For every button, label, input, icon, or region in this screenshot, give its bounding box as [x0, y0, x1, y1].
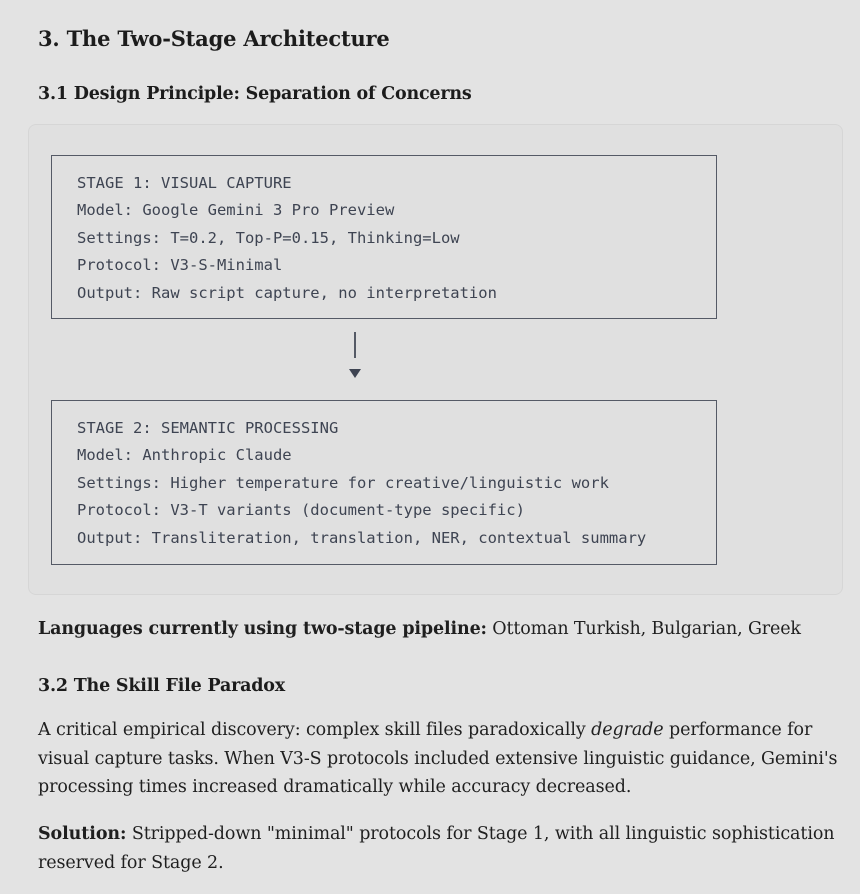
solution-text: Stripped-down "minimal" protocols for Stage 1, with all linguistic sophistication reserved for Stage 2.: [38, 824, 835, 873]
arrow-shaft: [354, 332, 356, 358]
stage-2-model: Model: Anthropic Claude: [77, 446, 292, 465]
stage-1-settings: Settings: T=0.2, Top-P=0.15, Thinking=Low: [77, 228, 460, 247]
subsection-heading-design-principle: 3.1 Design Principle: Separation of Concerns: [38, 84, 472, 104]
paradox-text-before: A critical empirical discovery: complex skill files paradoxically: [38, 720, 592, 740]
languages-value: Ottoman Turkish, Bulgarian, Greek: [486, 619, 801, 639]
stage-1-output: Output: Raw script capture, no interpretation: [77, 283, 497, 302]
stage-1-protocol: Protocol: V3-S-Minimal: [77, 256, 283, 275]
languages-label: Languages currently using two-stage pipeline:: [38, 619, 487, 639]
stage-2-protocol: Protocol: V3-T variants (document-type specific): [77, 501, 525, 520]
down-arrow-icon: [349, 332, 361, 380]
solution-label: Solution:: [38, 824, 127, 844]
paradox-emphasis: degrade: [591, 720, 664, 740]
stage-1-box: [51, 155, 717, 319]
stage-1-title: STAGE 1: VISUAL CAPTURE: [77, 174, 292, 192]
arrow-head: [349, 369, 361, 378]
subsection-heading-skill-file-paradox: 3.2 The Skill File Paradox: [38, 676, 285, 696]
stage-2-output: Output: Transliteration, translation, NER, contextual summary: [77, 528, 647, 547]
stage-2-box: [51, 400, 717, 565]
solution-paragraph: [38, 820, 844, 877]
section-title: 3. The Two-Stage Architecture: [38, 26, 390, 51]
stage-2-settings: Settings: Higher temperature for creative/linguistic work: [77, 473, 609, 492]
languages-paragraph: [38, 615, 801, 644]
stage-2-title: STAGE 2: SEMANTIC PROCESSING: [77, 419, 339, 437]
architecture-diagram: [28, 124, 843, 595]
paradox-text-after: performance for visual capture tasks. When V3-S protocols included extensive linguistic guidance, Gemini's processing times increased dramatically while accuracy decreased.: [38, 720, 838, 797]
stage-1-model: Model: Google Gemini 3 Pro Preview: [77, 201, 395, 220]
paradox-paragraph: [38, 716, 838, 802]
